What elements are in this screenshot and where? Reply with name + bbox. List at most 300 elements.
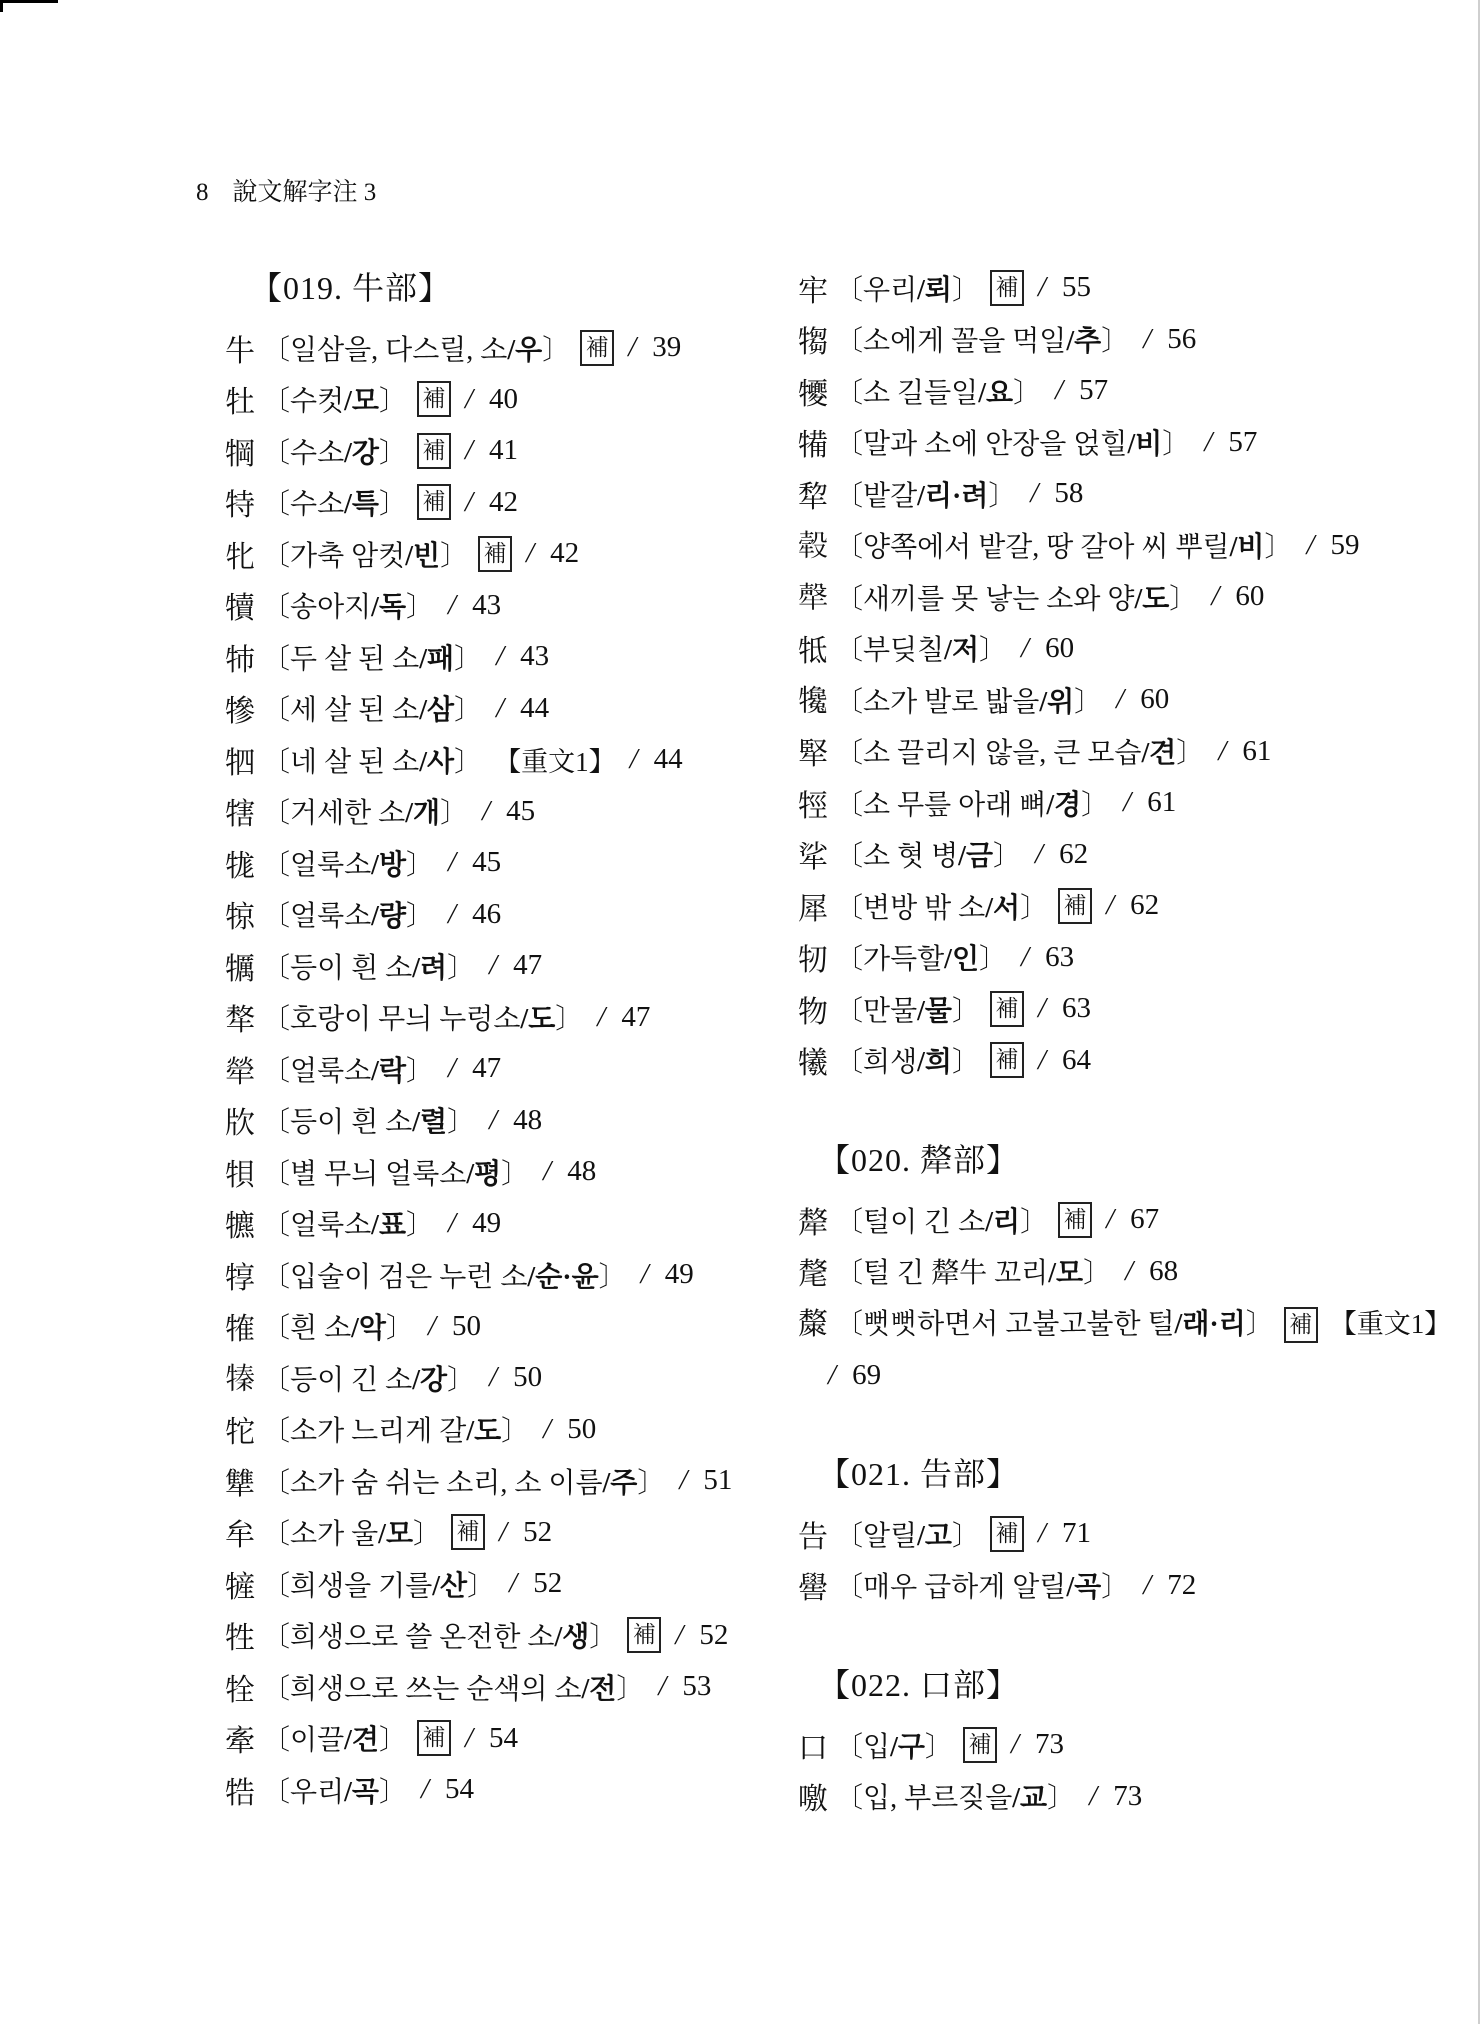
page-slash: / (482, 794, 491, 827)
reading-slash: / (371, 592, 379, 624)
gloss-text: 흰 소 (290, 1313, 352, 1345)
bracket-close: 〕 (993, 841, 1022, 873)
entry-reading (958, 841, 993, 872)
entry-page-ref (475, 1361, 542, 1394)
reading-slash: / (1134, 583, 1143, 615)
entry-gloss (262, 1718, 407, 1758)
entry-page-ref (475, 1104, 542, 1137)
page-number-value: 47 (513, 949, 543, 982)
entry-reading (412, 953, 447, 984)
bracket-open: 〔 (262, 1570, 291, 1602)
index-entry (798, 1771, 1480, 1823)
bracket-close: 〕 (501, 1416, 530, 1448)
page-number-value: 40 (489, 382, 519, 415)
bracket-close: 〕 (406, 592, 435, 624)
index-entry (225, 1764, 800, 1816)
page-slash: / (1106, 889, 1115, 922)
entry-reading (582, 1674, 617, 1705)
page-number-value: 73 (1113, 1779, 1143, 1812)
entry-reading (917, 1521, 952, 1552)
gloss-text: 호랑이 무늬 누렁소 (290, 1004, 521, 1036)
entry-reading (378, 1519, 413, 1550)
reading-text: 려 (420, 952, 448, 984)
page-number-value: 49 (472, 1206, 502, 1239)
entry-headword: 㹊 (225, 1313, 255, 1347)
entry-page-ref (1016, 477, 1083, 510)
entry-reading (1175, 1309, 1246, 1340)
gloss-text: 희생 (863, 1047, 918, 1079)
entry-reading (985, 1207, 1020, 1238)
bracket-close: 〕 (1245, 1308, 1274, 1340)
bracket-open: 〔 (262, 592, 291, 624)
bracket-open: 〔 (262, 643, 291, 675)
bracket-open: 〔 (262, 1467, 291, 1499)
gloss-text: 일삼을, 다스릴, 소 (290, 334, 508, 366)
gloss-text: 매우 급하게 알릴 (863, 1572, 1067, 1604)
reading-text: 삼 (427, 695, 455, 727)
entry-gloss (835, 1040, 980, 1080)
index-entry (798, 880, 1480, 932)
entry-reading (1066, 326, 1101, 357)
page-slash: / (448, 1206, 457, 1239)
entry-headword: 犉 (225, 1261, 255, 1295)
index-entry (798, 1719, 1480, 1771)
reading-slash: / (581, 1673, 590, 1705)
page-slash: / (658, 1670, 667, 1703)
entry-reading (432, 1571, 467, 1602)
bracket-close: 〕 (951, 274, 980, 306)
reading-slash: / (1174, 1308, 1183, 1340)
entry-reading (985, 893, 1020, 924)
bracket-open: 〔 (835, 480, 864, 512)
section-entry-list (798, 1719, 1480, 1822)
index-entry (225, 1301, 800, 1353)
entry-gloss (835, 1200, 1048, 1240)
reading-slash: / (344, 437, 352, 469)
entry-reading (344, 438, 379, 469)
entry-gloss (262, 1203, 434, 1243)
bracket-open: 〔 (835, 738, 864, 770)
bracket-close: 〕 (378, 489, 407, 521)
reading-slash: / (371, 1210, 379, 1242)
entry-reading (1046, 790, 1081, 821)
reading-text: 우 (515, 334, 543, 366)
page-slash: / (1125, 1254, 1134, 1287)
index-entry (798, 829, 1480, 881)
section-heading-019: 【019. 牛部】 (250, 270, 452, 306)
reading-slash: / (466, 1416, 475, 1448)
entry-page-ref (616, 743, 683, 776)
bo-supplement-box: 補 (417, 381, 451, 417)
page-slash: / (1204, 425, 1213, 458)
bracket-open: 〔 (835, 1308, 864, 1340)
reading-text: 전 (589, 1673, 617, 1705)
gloss-text: 양쪽에서 밭갈, 땅 갈아 씨 뿌릴 (863, 532, 1230, 564)
entry-reading (527, 1262, 598, 1293)
bracket-open: 〔 (835, 429, 864, 461)
page-number-value: 53 (682, 1670, 712, 1703)
entry-reading (351, 1313, 386, 1344)
entry-reading (405, 798, 440, 829)
gloss-text: 입술이 검은 누런 소 (290, 1261, 528, 1293)
page-slash: / (448, 588, 457, 621)
bracket-open: 〔 (262, 1158, 291, 1190)
reading-slash: / (958, 841, 966, 873)
bracket-open: 〔 (262, 1055, 291, 1087)
page-slash: / (1037, 1043, 1047, 1076)
bracket-close: 〕 (616, 1673, 645, 1705)
entry-reading (371, 850, 406, 881)
entry-page-ref (661, 1619, 728, 1652)
gloss-text: 얼룩소 (290, 1055, 372, 1087)
entry-reading (890, 1732, 925, 1763)
reading-text: 모 (385, 1519, 414, 1551)
entry-headword: 㹂 (798, 738, 828, 772)
entry-headword: 牣 (798, 944, 828, 978)
index-entry (798, 520, 1480, 572)
reading-text: 도 (528, 1004, 556, 1036)
entry-page-ref (1092, 889, 1159, 922)
bracket-close: 〕 (406, 849, 435, 881)
entry-page-ref (1111, 1255, 1178, 1288)
reading-text: 특 (351, 489, 379, 521)
bo-supplement-box: 補 (478, 536, 512, 572)
bracket-open: 〔 (835, 995, 864, 1027)
page-slash: / (597, 1000, 606, 1033)
entry-gloss (262, 1512, 441, 1552)
reading-slash: / (1141, 738, 1150, 770)
index-entry (225, 1249, 800, 1301)
bracket-close: 〕 (951, 1520, 980, 1552)
index-entry (225, 786, 800, 838)
entry-reading (917, 481, 988, 512)
reading-text: 렬 (420, 1107, 448, 1139)
entry-gloss (835, 1565, 1129, 1605)
reading-text: 위 (1047, 686, 1075, 718)
section-entry-list (798, 1508, 1480, 1611)
gloss-text: 등이 흰 소 (290, 952, 413, 984)
page-slash: / (675, 1618, 684, 1651)
bracket-close: 〕 (1169, 583, 1198, 615)
page-number-value: 52 (699, 1618, 729, 1651)
entry-headword: 犓 (798, 326, 828, 360)
entry-page-ref (407, 1773, 474, 1806)
page-number-value: 48 (513, 1103, 543, 1136)
entry-gloss (262, 1049, 434, 1089)
entry-reading (917, 1047, 952, 1078)
entry-page-ref (1007, 941, 1074, 974)
entry-headword: 犖 (225, 1055, 255, 1089)
bracket-close: 〕 (447, 1364, 476, 1396)
entry-headword: 特 (225, 489, 255, 523)
entry-page-ref (1024, 992, 1091, 1025)
entry-headword: 㹈 (225, 1004, 255, 1038)
bracket-open: 〔 (262, 1416, 291, 1448)
reading-slash: / (405, 798, 413, 830)
index-entry (798, 1560, 1480, 1612)
bo-supplement-box: 補 (580, 330, 614, 366)
bracket-open: 〔 (835, 635, 864, 667)
entry-gloss (262, 1306, 414, 1346)
bo-supplement-box: 補 (990, 270, 1024, 306)
bracket-close: 〕 (951, 995, 980, 1027)
index-entry (798, 1194, 1480, 1246)
index-entry (225, 528, 800, 580)
reading-text: 락 (378, 1055, 407, 1087)
index-entry (798, 1035, 1480, 1087)
reading-slash: / (344, 489, 352, 521)
bo-supplement-box: 補 (451, 1514, 485, 1550)
page-number-value: 41 (489, 434, 519, 467)
reading-text: 산 (440, 1570, 468, 1602)
entry-reading (344, 386, 379, 417)
scan-artifact-top-edge (0, 0, 58, 3)
entry-gloss (835, 628, 1007, 668)
reading-slash: / (371, 849, 379, 881)
entry-reading (466, 1416, 501, 1447)
gloss-text: 얼룩소 (290, 849, 372, 881)
page-number-value: 62 (1059, 837, 1089, 870)
reading-slash: / (917, 274, 925, 306)
entry-gloss (262, 843, 434, 883)
entry-gloss (262, 1667, 644, 1707)
entry-gloss (262, 1358, 475, 1398)
index-entry (225, 1610, 800, 1662)
entry-page-ref (1024, 271, 1091, 304)
gloss-text: 변방 밖 소 (863, 892, 986, 924)
reading-text: 견 (351, 1725, 379, 1757)
page-number-value: 63 (1062, 992, 1092, 1025)
page-number-value: 73 (1035, 1728, 1064, 1761)
gloss-text: 수소 (290, 489, 345, 521)
entry-gloss (835, 731, 1204, 771)
index-entry (225, 889, 800, 941)
bracket-close: 〕 (988, 480, 1017, 512)
page-number-value: 68 (1149, 1254, 1179, 1287)
entry-page-ref (1021, 838, 1088, 871)
jungmun-mark: 【重文1】 (494, 747, 616, 778)
entry-headword: 㸽 (225, 1158, 255, 1192)
gloss-text: 뻣뻣하면서 고불고불한 털 (863, 1308, 1175, 1340)
reading-text: 고 (924, 1520, 952, 1552)
reading-text: 개 (413, 798, 441, 830)
gloss-text: 송아지 (290, 592, 372, 624)
index-entry (798, 417, 1480, 469)
page-slash: / (1037, 271, 1047, 304)
bracket-close: 〕 (378, 1725, 407, 1757)
index-entry (798, 365, 1480, 417)
section-block (798, 1142, 1480, 1400)
page-slash: / (629, 743, 638, 776)
bracket-close: 〕 (378, 437, 407, 469)
entry-page-ref (451, 383, 518, 416)
entry-headword: 牝 (225, 540, 255, 574)
reading-text: 량 (378, 901, 407, 933)
bracket-open: 〔 (835, 1520, 864, 1552)
index-entry (798, 468, 1480, 520)
bracket-open: 〔 (835, 944, 864, 976)
reading-text: 방 (378, 849, 407, 881)
page-slash: / (526, 537, 535, 570)
bracket-open: 〔 (835, 1047, 864, 1079)
page-slash: / (628, 331, 637, 364)
reading-text: 희 (924, 1047, 952, 1079)
bracket-close: 〕 (951, 1047, 980, 1079)
bracket-open: 〔 (835, 789, 864, 821)
reading-slash: / (944, 944, 952, 976)
page-slash: / (640, 1258, 649, 1291)
bo-supplement-box: 補 (990, 991, 1024, 1027)
page-number-value: 67 (1130, 1203, 1160, 1236)
reading-text: 저 (951, 635, 980, 667)
page-number-value: 42 (489, 485, 519, 518)
bracket-close: 〕 (406, 1055, 435, 1087)
entry-reading (344, 1777, 379, 1808)
gloss-text: 만물 (863, 995, 918, 1027)
gloss-text: 소가 느리게 갈 (290, 1416, 467, 1448)
entry-gloss (835, 474, 1016, 514)
bracket-open: 〔 (262, 540, 291, 572)
page-slash: / (496, 691, 505, 724)
reading-slash: / (985, 892, 993, 924)
bracket-close: 〕 (454, 643, 483, 675)
entry-reading (917, 275, 952, 306)
reading-slash: / (1127, 429, 1136, 461)
bracket-close: 〕 (501, 1158, 530, 1190)
entry-headword: 犀 (798, 892, 828, 926)
reading-text: 구 (897, 1731, 925, 1763)
entry-headword: 物 (798, 995, 828, 1029)
page-slash: / (464, 1721, 474, 1754)
page-number-value: 62 (1130, 889, 1160, 922)
page-slash: / (464, 382, 474, 415)
page-slash: / (496, 640, 505, 673)
bracket-open: 〔 (262, 901, 291, 933)
reading-text: 곡 (1074, 1572, 1102, 1604)
reading-slash: / (1046, 789, 1055, 821)
reading-slash: / (466, 1158, 475, 1190)
page-number-value: 48 (567, 1155, 597, 1188)
gloss-text: 가축 암컷 (290, 540, 406, 572)
index-entry (225, 734, 800, 786)
page-number-value: 44 (520, 691, 550, 724)
entry-gloss (262, 379, 407, 419)
page-slash: / (1116, 683, 1125, 716)
running-header (196, 172, 376, 208)
index-entry (225, 477, 800, 529)
bracket-close: 〕 (555, 1004, 584, 1036)
page-slash: / (1218, 734, 1227, 767)
entry-page-ref (1129, 323, 1196, 356)
bracket-close: 〕 (1162, 429, 1191, 461)
entry-headword: 嚳 (798, 1572, 828, 1606)
gloss-text: 소 길들일 (863, 377, 979, 409)
bracket-open: 〔 (262, 1673, 291, 1705)
entry-page-ref (485, 1516, 552, 1549)
index-entry (225, 1043, 800, 1095)
reading-text: 물 (924, 995, 952, 1027)
gloss-text: 소 무릎 아래 뼈 (863, 789, 1047, 821)
entry-gloss (262, 637, 482, 677)
page-number-value: 60 (1045, 631, 1075, 664)
bracket-open: 〔 (262, 1725, 291, 1757)
bracket-close: 〕 (440, 540, 469, 572)
bracket-open: 〔 (262, 1261, 291, 1293)
gloss-text: 거세한 소 (290, 798, 406, 830)
page-slash: / (1035, 837, 1044, 870)
reading-slash: / (890, 1731, 898, 1763)
entry-page-ref (434, 1207, 501, 1240)
page-number-value: 61 (1147, 786, 1177, 819)
bracket-close: 〕 (1047, 1783, 1076, 1815)
bracket-open: 〔 (262, 1107, 291, 1139)
entry-page-ref (468, 795, 535, 828)
gloss-text: 등이 흰 소 (290, 1107, 413, 1139)
bracket-open: 〔 (835, 686, 864, 718)
page-number-value: 69 (852, 1359, 882, 1392)
entry-gloss (262, 431, 407, 471)
entry-reading (412, 1365, 447, 1396)
entry-page-ref (1007, 632, 1074, 665)
reading-slash: / (985, 1206, 993, 1238)
gloss-text: 희생으로 쓰는 순색의 소 (290, 1673, 582, 1705)
gloss-text: 털이 긴 소 (863, 1206, 986, 1238)
gloss-text: 두 살 된 소 (290, 643, 420, 675)
entry-headword: 犡 (225, 952, 255, 986)
bracket-open: 〔 (262, 849, 291, 881)
entry-headword: 𤛗 (798, 581, 828, 615)
reading-slash: / (344, 1725, 352, 1757)
entry-page-ref (644, 1670, 711, 1703)
entry-gloss (835, 1725, 953, 1765)
entry-page-ref (1024, 1044, 1091, 1077)
entry-gloss (262, 1770, 407, 1810)
index-entry (798, 571, 1480, 623)
gloss-text: 부딪칠 (863, 635, 945, 667)
bracket-open: 〔 (262, 1004, 291, 1036)
reading-slash: / (554, 1622, 563, 1654)
bracket-open: 〔 (835, 532, 864, 564)
index-entry (798, 777, 1480, 829)
index-entry (225, 1404, 800, 1456)
reading-text: 표 (378, 1210, 407, 1242)
entry-page-ref (583, 1001, 650, 1034)
entry-reading (520, 1004, 555, 1035)
page-slash: / (1010, 1728, 1019, 1761)
index-entry (225, 837, 800, 889)
bracket-close: 〕 (1020, 892, 1049, 924)
page-slash: / (1030, 477, 1039, 510)
index-entry (225, 374, 800, 426)
bo-supplement-box: 補 (627, 1617, 661, 1653)
entry-headword: 噭 (798, 1783, 828, 1817)
bracket-close: 〕 (385, 1313, 414, 1345)
entry-gloss (262, 1100, 475, 1140)
bracket-close: 〕 (454, 695, 483, 727)
index-entry (225, 1198, 800, 1250)
reading-text: 사 (427, 746, 455, 778)
bracket-open: 〔 (262, 798, 291, 830)
page-number-value: 47 (472, 1052, 502, 1085)
entry-headword: 牟 (225, 1519, 255, 1553)
bracket-open: 〔 (262, 1622, 291, 1654)
bracket-open: 〔 (262, 1776, 291, 1808)
entry-reading (1134, 584, 1169, 615)
reading-slash: / (412, 952, 420, 984)
entry-gloss (835, 525, 1292, 565)
page-number-value: 52 (533, 1567, 563, 1600)
reading-slash: / (419, 643, 427, 675)
